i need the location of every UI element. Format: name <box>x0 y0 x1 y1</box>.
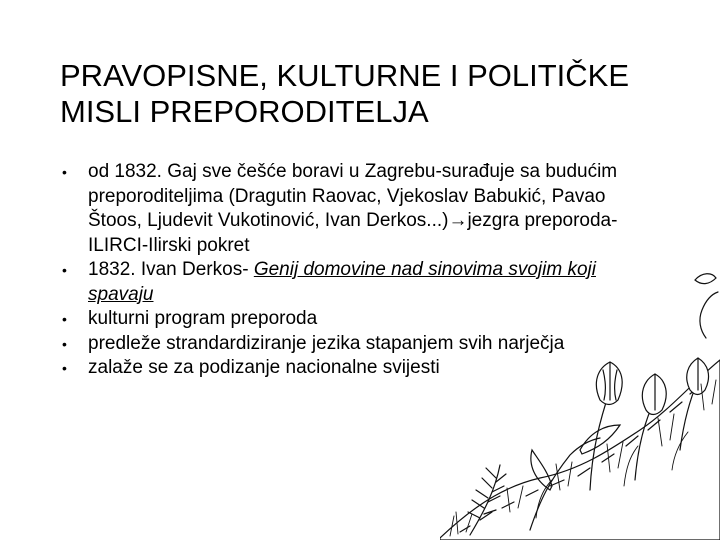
book-title-emphasis: Genij domovine nad sinovima svojim koji spavaju <box>88 259 596 305</box>
bullet-text: 1832. Ivan Derkos- <box>88 259 254 280</box>
botanical-illustration <box>440 250 720 540</box>
bullet-text: zalaže se za podizanje nacionalne svijesti <box>88 357 440 378</box>
bullet-marker: • <box>62 311 67 327</box>
bullet-text: od 1832. Gaj sve češće boravi u Zagrebu-surađuje sa budućim preporoditeljima (Dragutin Raovac, Vjekoslav Babukić, Pavao Štoos, Ljudevit Vukotinović, Ivan Derkos...)→jezgra preporoda- ILIRCI-Ilirski pokret <box>88 161 618 256</box>
bullet-marker: • <box>62 164 67 180</box>
bullet-marker: • <box>62 360 67 376</box>
slide-title <box>60 58 700 130</box>
title-line-2: MISLI PREPORODITELJA <box>60 94 429 129</box>
bullet-text: predleže strandardiziranje jezika stapanjem svih narječja <box>88 332 565 354</box>
bullet-item <box>62 160 662 258</box>
bullet-marker: • <box>62 335 67 352</box>
bullet-marker: • <box>62 262 67 278</box>
title-line-1: PRAVOPISNE, KULTURNE I POLITIČKE <box>60 58 630 93</box>
bullet-text: kulturni program preporoda <box>88 308 318 329</box>
